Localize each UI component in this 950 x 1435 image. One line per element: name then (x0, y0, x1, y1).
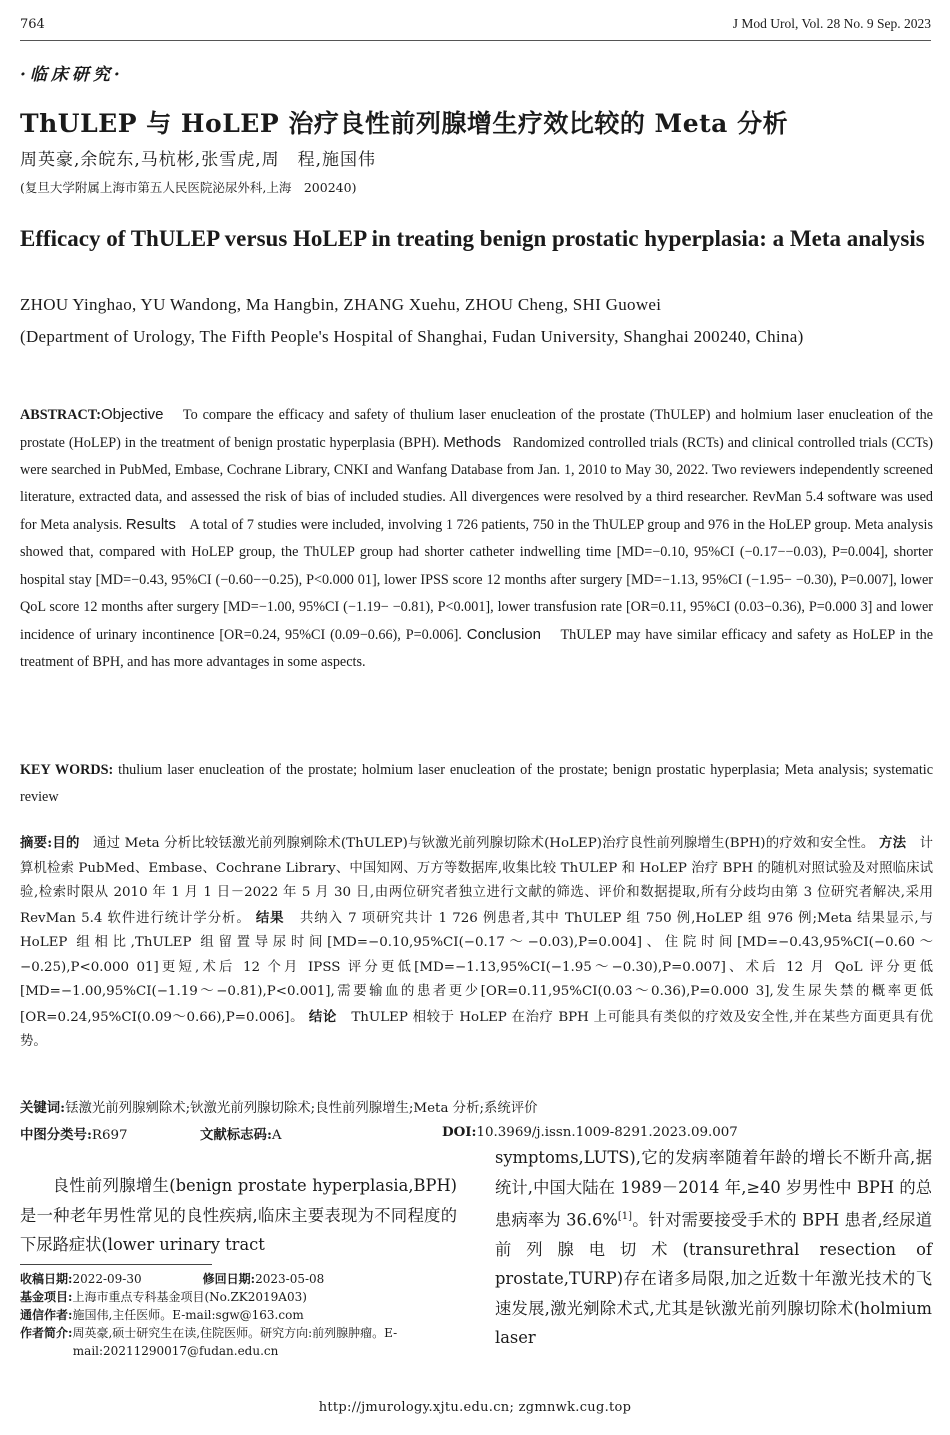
corr-label: 通信作者: (20, 1308, 73, 1322)
footnote-correspondence (20, 1306, 460, 1324)
footnote-rule (20, 1264, 212, 1265)
chinese-title: ThULEP 与 HoLEP 治疗良性前列腺增生疗效比较的 Meta 分析 (20, 109, 789, 138)
received-value: 2022-09-30 (72, 1272, 142, 1286)
cn-results-label: 结果 (255, 909, 285, 926)
results-text: A total of 7 studies were included, involving 1 726 patients, 750 in the ThULEP group and 976 in the HoLEP group. Meta analysis showed that, compared with HoLEP group, the ThULEP group had shorter catheter indwelling time [MD=−0.10, 95%CI (−0.17−−0.03), P=0.004], shorter hospital stay [MD=−0.43, 95%CI (−0.60−−0.25), P<0.000 01], lower IPSS score 12 months after surgery [MD=−1.13, 95%CI (−1.95− −0.30), P=0.007], lower QoL score 12 months after surgery [MD=−1.00, 95%CI (−1.19− −0.81), P<0.001], lower transfusion rate [OR=0.11, 95%CI (0.03−0.36), P=0.000 3] and lower incidence of urinary incontinence [OR=0.24, 95%CI (0.09−0.66), P=0.006]. (20, 517, 933, 643)
conclusion-text: ThULEP may have similar efficacy and safety as HoLEP in the treatment of BPH, and has more advantages in some aspects. (20, 626, 934, 670)
cn-methods-text: 计算机检索 PubMed、Embase、Cochrane Library、中国知网、万方等数据库,收集比较 ThULEP 和 HoLEP 治疗 BPH 的随机对照试验及对照临床试验,检索时限从 2010 年 1 月 1 日－2022 年 5 月 30 日,由两位研究者独立进行文献的筛选、评价和数据提取,所有分歧均由第 3 位研究者解决,采用 RevMan 5.4 软件进行统计学分析。 (20, 836, 934, 926)
keywords-label: KEY WORDS: (20, 762, 114, 778)
objective-label: Objective (100, 406, 164, 423)
body-column-right (495, 1143, 932, 1353)
doi-value: 10.3969/j.issn.1009-8291.2023.09.007 (476, 1125, 738, 1140)
received-label: 收稿日期: (20, 1272, 73, 1286)
section-label: ·临床研究· (20, 65, 124, 85)
author-label: 作者简介: (20, 1326, 73, 1340)
footnote-dates (20, 1270, 460, 1288)
citation-ref: [1] (617, 1211, 633, 1222)
revised-value: 2023-05-08 (255, 1272, 325, 1286)
cn-keywords-text: 铥激光前列腺剜除术;钬激光前列腺切除术;良性前列腺增生;Meta 分析;系统评价 (65, 1101, 538, 1116)
author-value: 周英豪,硕士研究生在读,住院医师。研究方向:前列腺肿瘤。E-mail:20211290017@fudan.edu.cn (72, 1326, 398, 1358)
document-code (200, 1124, 282, 1143)
fund-value: 上海市重点专科基金项目(No.ZK2019A03) (72, 1290, 307, 1304)
doi (442, 1124, 738, 1140)
body-column-left: 良性前列腺增生(benign prostate hyperplasia,BPH)是一种老年男性常见的良性疾病,临床主要表现为不同程度的下尿路症状(lower urinary tract (20, 1176, 457, 1254)
chinese-authors: 周英豪,余皖东,马杭彬,张雪虎,周 程,施国伟 (20, 150, 377, 170)
english-affiliation: (Department of Urology, The Fifth People's Hospital of Shanghai, Fudan University, Shanghai 200240, China) (20, 327, 804, 346)
cn-keywords-label: 关键词: (20, 1100, 66, 1116)
cn-objective-text: 通过 Meta 分析比较铥激光前列腺剜除术(ThULEP)与钬激光前列腺切除术(HoLEP)治疗良性前列腺增生(BPH)的疗效和安全性。 (92, 836, 875, 851)
results-label: Results (125, 516, 176, 534)
clc-label: 中图分类号: (20, 1127, 92, 1143)
cn-conclusion-label: 结论 (308, 1008, 337, 1025)
body-right-text-post: 。针对需要接受手术的 BPH 患者,经尿道前列腺电切术(transurethral resection of prostate,TURP)存在诸多局限,加之近数十年激光技术的飞速发展,激光剜除术式,尤其是钬激光前列腺切除术(holmium laser (495, 1210, 932, 1348)
clc-number (20, 1124, 128, 1143)
journal-reference: J Mod Urol, Vol. 28 No. 9 Sep. 2023 (732, 16, 931, 31)
footer-url: http://jmurology.xjtu.edu.cn; zgmnwk.cug.top (318, 1400, 632, 1415)
cn-conclusion-text: ThULEP 相较于 HoLEP 在治疗 BPH 上可能具有类似的疗效及安全性,并在某些方面更具有优势。 (20, 1009, 933, 1049)
cn-results-text: 共纳入 7 项研究共计 1 726 例患者,其中 ThULEP 组 750 例,HoLEP 组 976 例;Meta 结果显示,与 HoLEP 组相比,ThULEP 组留置导尿时间[MD=−0.10,95%CI(−0.17～−0.03),P=0.004]、住院时间[MD=−0.43,95%CI(−0.60～−0.25),P<0.000 01]更短,术后 12 个月 IPSS 评分更低[MD=−1.13,95%CI(−1.95～−0.30),P=0.007]、术后 12 月 QoL 评分更低[MD=−1.00,95%CI(−1.19～−0.81),P<0.001],需要输血的患者更少[OR=0.11,95%CI(0.03～0.36),P=0.000 3],发生尿失禁的概率更低[OR=0.24,95%CI(0.09～0.66),P=0.006]。 (20, 910, 933, 1025)
header-rule (20, 40, 931, 41)
body-right-text-pre: symptoms,LUTS),它的发病率随着年龄的增长不断升高,据统计,中国大陆在 1989－2014 年,≥40 岁男性中 BPH 的总患病率为 36.6% (495, 1148, 932, 1230)
footnote-fund (20, 1288, 460, 1306)
page-number: 764 (20, 17, 45, 32)
footnote-author-bio (20, 1324, 460, 1360)
clc-value: R697 (91, 1128, 128, 1143)
abstract-label: ABSTRACT: (20, 407, 101, 423)
objective-text: To compare the efficacy and safety of thulium laser enucleation of the prostate (ThULEP) and holmium laser enucleation of the prostate (HoLEP) in the treatment of benign prostatic hyperplasia (BPH). (20, 407, 933, 452)
footnotes (20, 1270, 460, 1360)
english-authors: ZHOU Yinghao, YU Wandong, Ma Hangbin, ZHANG Xuehu, ZHOU Cheng, SHI Guowei (20, 295, 662, 314)
chinese-affiliation: (复旦大学附属上海市第五人民医院泌尿外科,上海 200240) (20, 180, 357, 195)
cn-objective-label: 目的 (52, 835, 80, 851)
doc-label: 文献标志码: (200, 1127, 272, 1143)
chinese-abstract (20, 831, 933, 1055)
revised-label: 修回日期: (202, 1272, 256, 1286)
english-abstract (20, 401, 933, 676)
cn-abstract-label: 摘要: (20, 835, 53, 851)
corr-value: 施国伟,主任医师。E-mail:sgw@163.com (72, 1308, 304, 1322)
cn-methods-label: 方法 (879, 835, 907, 851)
english-keywords (20, 757, 933, 811)
chinese-keywords (20, 1097, 538, 1116)
fund-label: 基金项目: (20, 1290, 73, 1304)
doc-value: A (271, 1128, 282, 1143)
conclusion-label: Conclusion (466, 625, 541, 643)
methods-label: Methods (443, 434, 501, 452)
keywords-text: thulium laser enucleation of the prostate; holmium laser enucleation of the prostate; benign prostatic hyperplasia; Meta analysis; systematic review (20, 762, 934, 805)
english-title: Efficacy of ThULEP versus HoLEP in treating benign prostatic hyperplasia: a Meta analysis (20, 226, 925, 251)
methods-text: Randomized controlled trials (RCTs) and clinical controlled trials (CCTs) were searched in PubMed, Embase, Cochrane Library, CNKI and Wanfang Database from Jan. 1, 2010 to May 30, 2022. Two reviewers independently screened literature, extracted data, and assessed the risk of bias of included studies. All divergences were resolved by a third researcher. RevMan 5.4 software was used for Meta analysis. (20, 435, 934, 534)
doi-label: DOI: (442, 1124, 477, 1140)
